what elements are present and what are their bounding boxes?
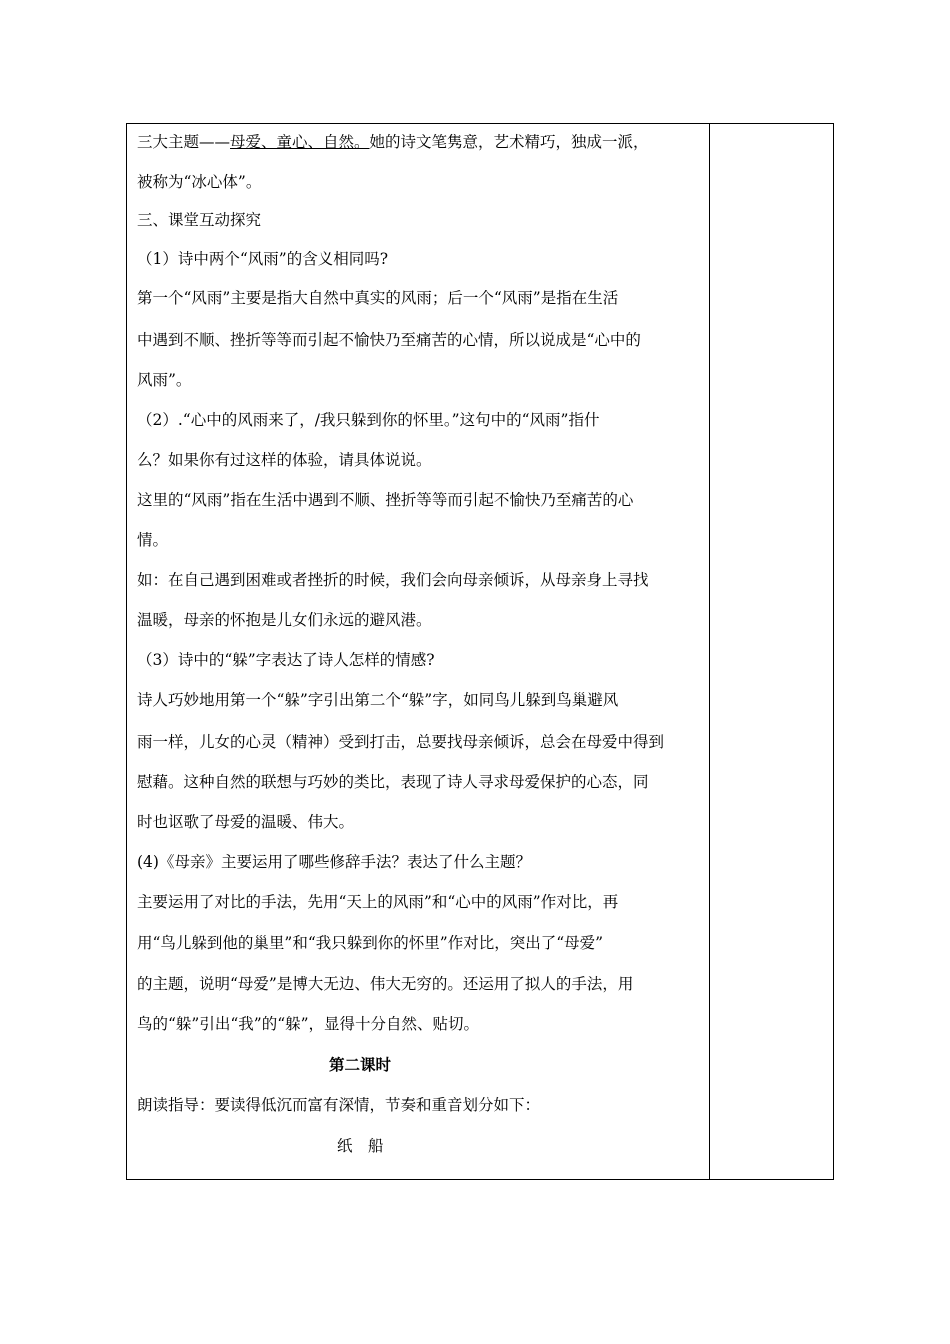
- answer-line: 慰藉。这种自然的联想与巧妙的类比，表现了诗人寻求母爱保护的心态，同: [137, 773, 649, 791]
- answer-line: 主要运用了对比的手法，先用“天上的风雨”和“心中的风雨”作对比，再: [137, 893, 619, 911]
- theme-underlined: 母爱、童心、自然。: [230, 133, 370, 151]
- answer-line: 诗人巧妙地用第一个“躲”字引出第二个“躲”字，如同鸟儿躲到鸟巢避风: [137, 691, 619, 709]
- poem-title: 纸 船: [337, 1137, 384, 1155]
- theme-lead: 三大主题——: [137, 133, 231, 151]
- answer-line: 这里的“风雨”指在生活中遇到不顺、挫折等等而引起不愉快乃至痛苦的心: [137, 491, 634, 509]
- question-3: （3）诗中的“躲”字表达了诗人怎样的情感?: [137, 651, 435, 669]
- text-line: 被称为“冰心体”。: [137, 173, 262, 191]
- question-1: （1）诗中两个“风雨”的含义相同吗?: [137, 250, 389, 268]
- answer-line: 用“鸟儿躲到他的巢里”和“我只躲到你的怀里”作对比，突出了“母爱”: [137, 934, 604, 952]
- answer-line: 雨一样，儿女的心灵（精神）受到打击，总要找母亲倾诉，总会在母爱中得到: [137, 733, 665, 751]
- theme-line: [137, 132, 649, 152]
- answer-line: 第一个“风雨”主要是指大自然中真实的风雨；后一个“风雨”是指在生活: [137, 289, 619, 307]
- answer-line: 中遇到不顺、挫折等等而引起不愉快乃至痛苦的心情，所以说成是“心中的: [137, 331, 641, 349]
- answer-line: 如：在自己遇到困难或者挫折的时候，我们会向母亲倾诉，从母亲身上寻找: [137, 571, 649, 589]
- section-heading: 三、课堂互动探究: [137, 211, 262, 229]
- column-divider: [709, 124, 710, 1179]
- answer-line: 的主题，说明“母爱”是博大无边、伟大无穷的。还运用了拟人的手法，用: [137, 975, 634, 993]
- answer-line: 风雨”。: [137, 371, 192, 389]
- lesson-table: [126, 123, 834, 1180]
- lesson-heading: 第二课时: [329, 1055, 392, 1074]
- reading-guide: 朗读指导：要读得低沉而富有深情，节奏和重音划分如下：: [137, 1096, 541, 1114]
- question-2: （2）.“心中的风雨来了，/我只躲到你的怀里。”这句中的“风雨”指什: [137, 411, 600, 429]
- question-4: (4)《母亲》主要运用了哪些修辞手法？表达了什么主题？: [137, 853, 531, 871]
- answer-line: 时也讴歌了母爱的温暖、伟大。: [137, 813, 355, 831]
- answer-line: 情。: [137, 531, 169, 549]
- answer-line: 温暖，母亲的怀抱是儿女们永远的避风港。: [137, 611, 432, 629]
- theme-tail: 她的诗文笔隽意，艺术精巧，独成一派，: [369, 133, 649, 151]
- answer-line: 鸟的“躲”引出“我”的“躲”，显得十分自然、贴切。: [137, 1015, 480, 1033]
- question-line: 么？如果你有过这样的体验，请具体说说。: [137, 451, 432, 469]
